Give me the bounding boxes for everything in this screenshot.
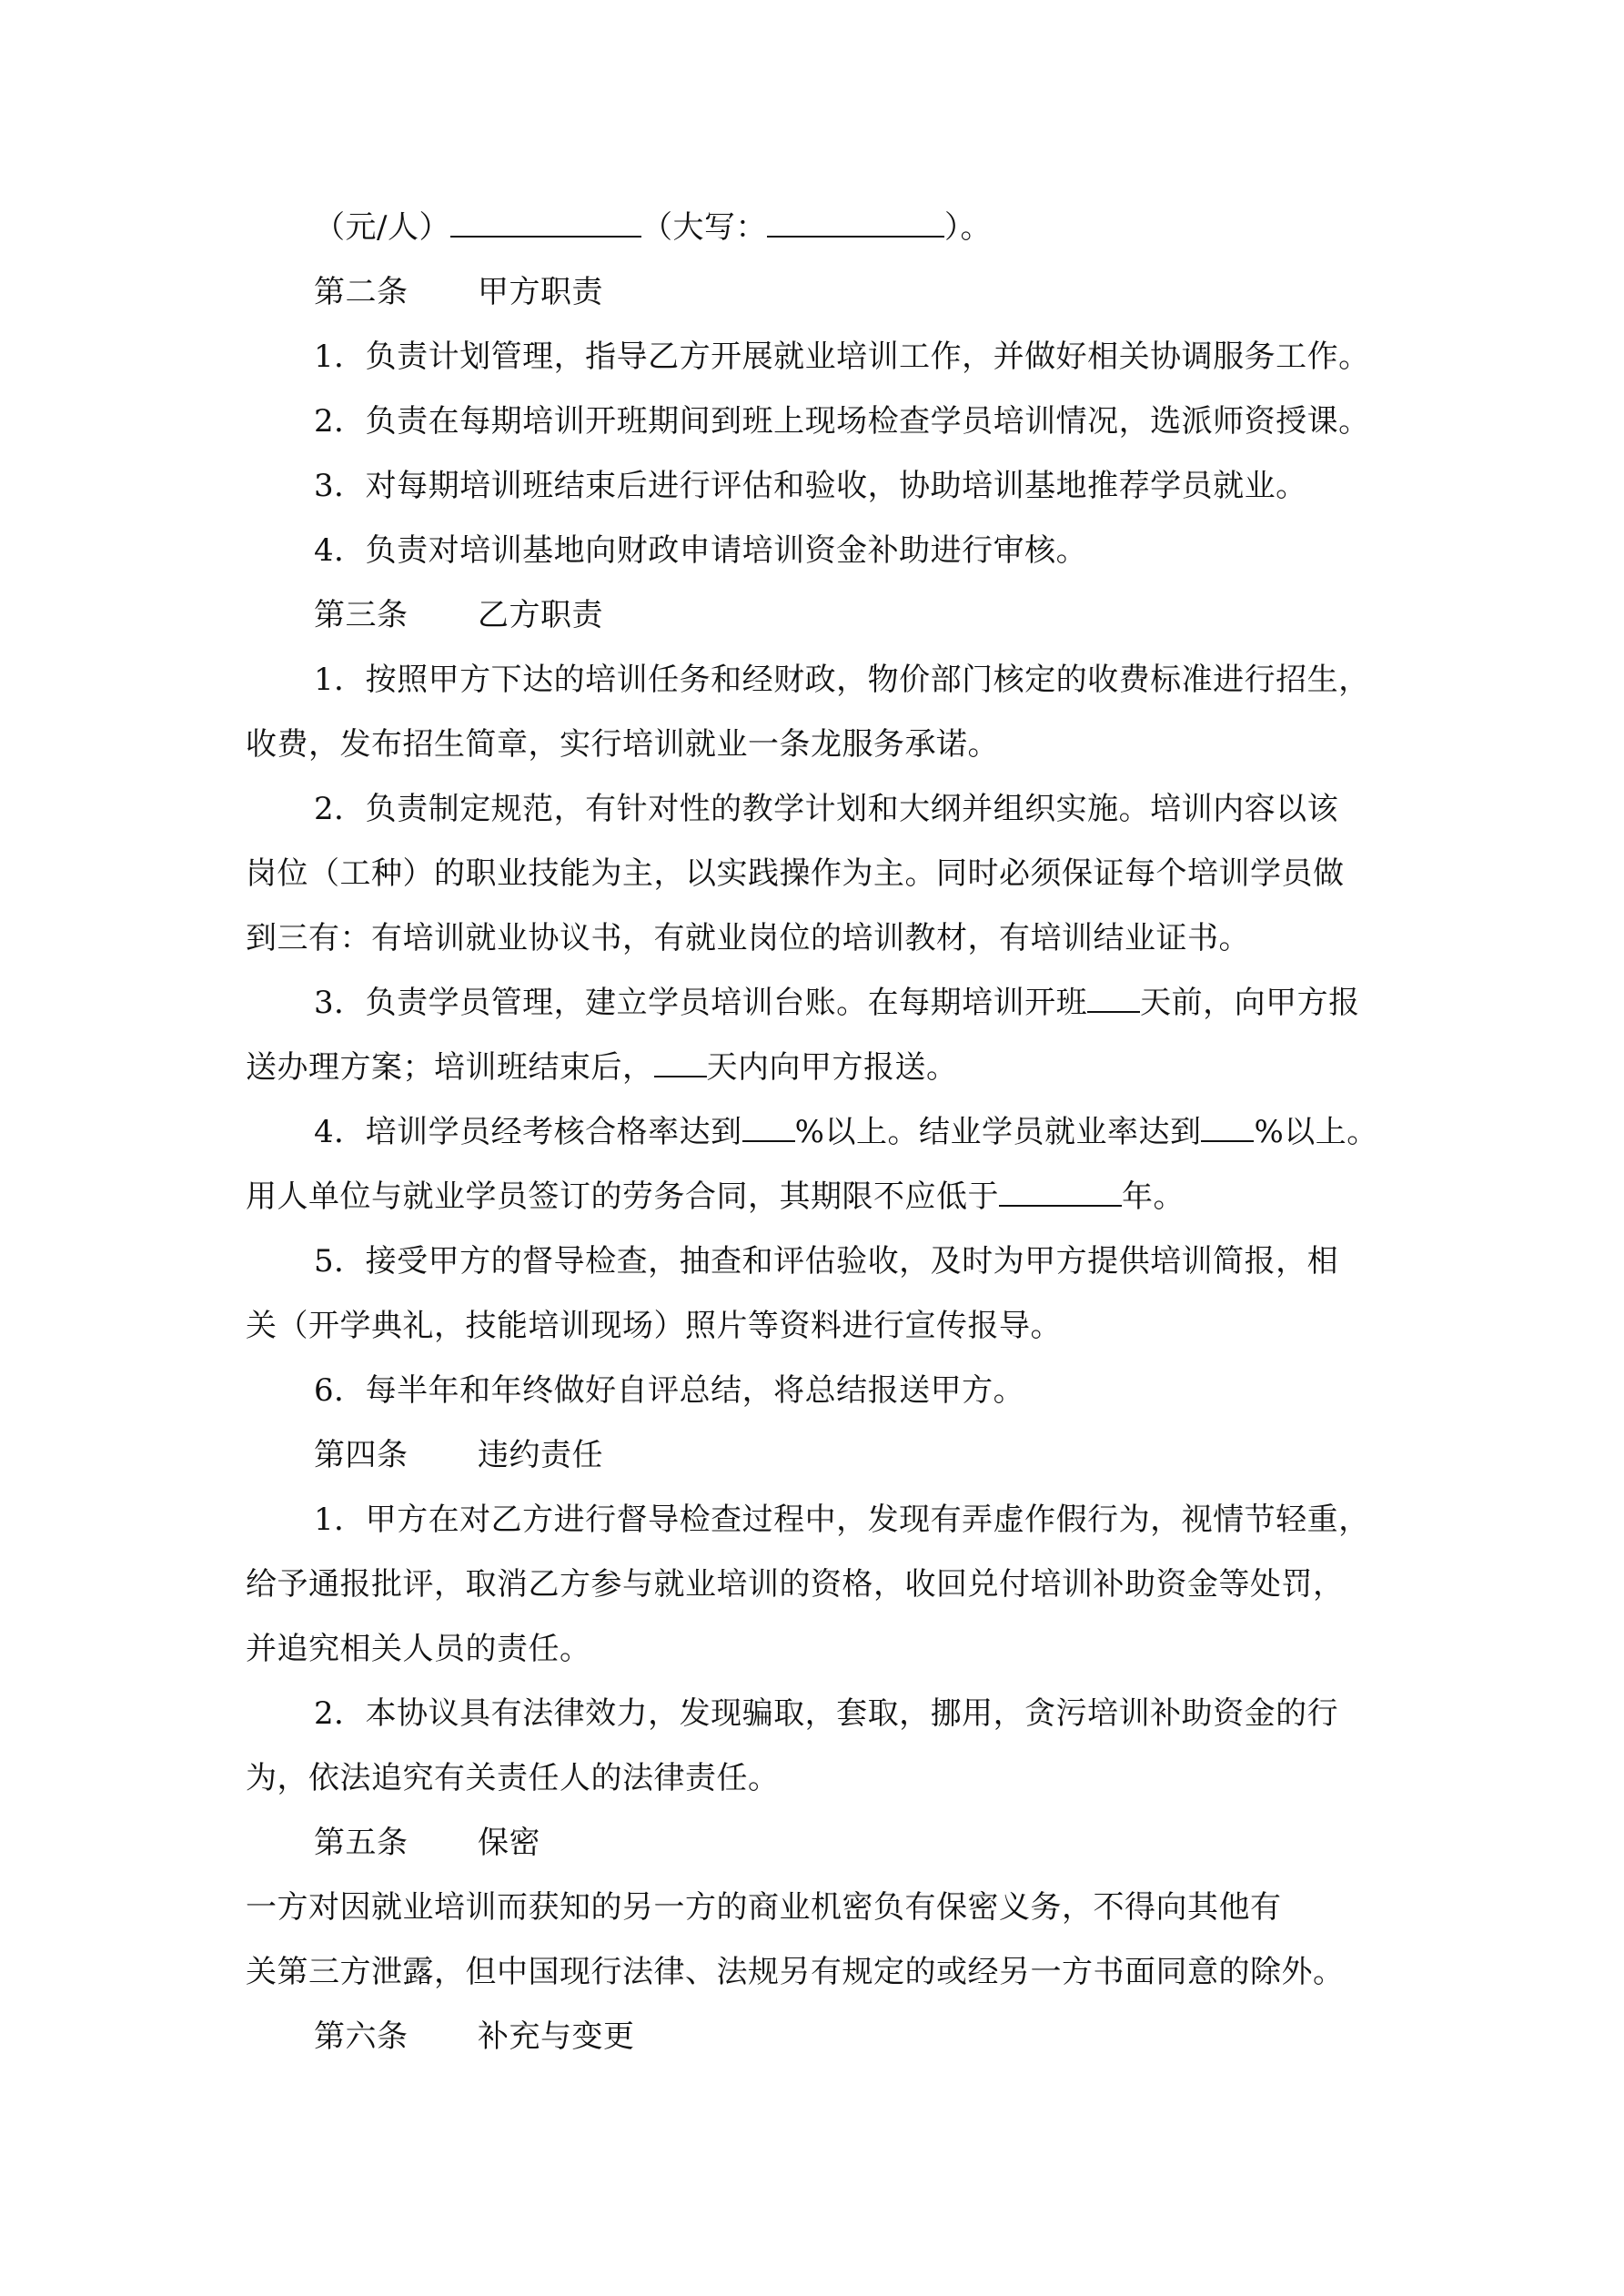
article-3-item-5-line-2: 关（开学典礼，技能培训现场）照片等资料进行宣传报导。: [246, 1308, 1062, 1344]
article-3-item-2-line-3: 到三有：有培训就业协议书，有就业岗位的培训教材，有培训结业证书。: [246, 920, 1250, 956]
article-4-item-1-line-3: 并追究相关人员的责任。: [246, 1631, 591, 1667]
article-title: 补充与变更: [478, 2018, 635, 2055]
article-number: 第二条: [314, 274, 409, 310]
article-5-body-line-2: 关第三方泄露，但中国现行法律、法规另有规定的或经另一方书面同意的除外。: [246, 1954, 1345, 1990]
article-3-item-3-line-1: [314, 983, 1460, 1023]
article-3-item-4-line-1: [314, 1112, 1460, 1152]
text-segment: 天前，向甲方报: [1140, 985, 1360, 1021]
article-2-heading: [314, 272, 1460, 312]
article-2-item-3: 3．对每期培训班结束后进行评估和验收，协助培训基地推荐学员就业。: [314, 468, 1307, 504]
article-2-item-2: 2．负责在每期培训开班期间到班上现场检查学员培训情况，选派师资授课。: [314, 403, 1370, 440]
article-5-body-line-1: 一方对因就业培训而获知的另一方的商业机密负有保密义务，不得向其他有: [246, 1889, 1282, 1926]
fee-amount-blank: [450, 208, 641, 238]
article-number: 第六条: [314, 2018, 409, 2055]
text-segment: 4．培训学员经考核合格率达到: [314, 1114, 742, 1150]
article-2-item-1: 1．负责计划管理，指导乙方开展就业培训工作，并做好相关协调服务工作。: [314, 339, 1370, 375]
article-3-item-1-line-1: 1．按照甲方下达的培训任务和经财政，物价部门核定的收费标准进行招生，: [314, 662, 1370, 698]
text-segment: 送办理方案；培训班结束后，: [246, 1049, 654, 1086]
article-6-heading: [314, 2017, 1460, 2057]
employment-rate-blank: [1201, 1113, 1254, 1142]
article-3-item-2-line-1: 2．负责制定规范，有针对性的教学计划和大纲并组织实施。培训内容以该: [314, 791, 1339, 827]
pass-rate-blank: [742, 1113, 795, 1142]
fee-line: [314, 207, 1460, 248]
article-title: 违约责任: [478, 1437, 603, 1473]
article-number: 第三条: [314, 597, 409, 633]
fee-uppercase-blank: [767, 208, 944, 238]
days-before-blank: [1087, 984, 1140, 1013]
article-3-item-1-line-2: 收费，发布招生简章，实行培训就业一条龙服务承诺。: [246, 726, 999, 763]
article-title: 保密: [478, 1825, 540, 1861]
text-segment: 用人单位与就业学员签订的劳务合同，其期限不应低于: [246, 1178, 999, 1215]
article-title: 甲方职责: [478, 274, 603, 310]
fee-prefix: （元/人）: [314, 209, 450, 246]
article-number: 第五条: [314, 1825, 409, 1861]
text-segment: 年。: [1122, 1178, 1185, 1215]
contract-years-blank: [999, 1178, 1122, 1207]
fee-uppercase-label: （大写：: [641, 209, 767, 246]
text-segment: 天内向甲方报送。: [706, 1049, 958, 1086]
article-2-item-4: 4．负责对培训基地向财政申请培训资金补助进行审核。: [314, 532, 1088, 569]
article-3-item-2-line-2: 岗位（工种）的职业技能为主，以实践操作为主。同时必须保证每个培训学员做: [246, 855, 1345, 892]
article-3-item-5-line-1: 5．接受甲方的督导检查，抽查和评估验收，及时为甲方提供培训简报，相: [314, 1243, 1339, 1279]
article-4-heading: [314, 1435, 1460, 1475]
article-title: 乙方职责: [478, 597, 603, 633]
article-4-item-1-line-2: 给予通报批评，取消乙方参与就业培训的资格，收回兑付培训补助资金等处罚，: [246, 1566, 1345, 1603]
article-3-heading: [314, 595, 1460, 635]
article-4-item-2-line-2: 为，依法追究有关责任人的法律责任。: [246, 1760, 780, 1796]
article-4-item-1-line-1: 1．甲方在对乙方进行督导检查过程中，发现有弄虚作假行为，视情节轻重，: [314, 1502, 1370, 1538]
text-segment: %以上。结业学员就业率达到: [794, 1114, 1202, 1150]
article-3-item-6: 6．每半年和年终做好自评总结，将总结报送甲方。: [314, 1372, 1025, 1409]
article-5-heading: [314, 1823, 1460, 1863]
fee-suffix: ）。: [943, 209, 992, 246]
article-3-item-4-line-2: [246, 1177, 1392, 1217]
text-segment: %以上。: [1254, 1114, 1378, 1150]
article-3-item-3-line-2: [246, 1047, 1392, 1087]
article-4-item-2-line-1: 2．本协议具有法律效力，发现骗取，套取，挪用，贪污培训补助资金的行: [314, 1695, 1339, 1732]
days-after-blank: [654, 1048, 707, 1077]
text-segment: 3．负责学员管理，建立学员培训台账。在每期培训开班: [314, 985, 1088, 1021]
article-number: 第四条: [314, 1437, 409, 1473]
